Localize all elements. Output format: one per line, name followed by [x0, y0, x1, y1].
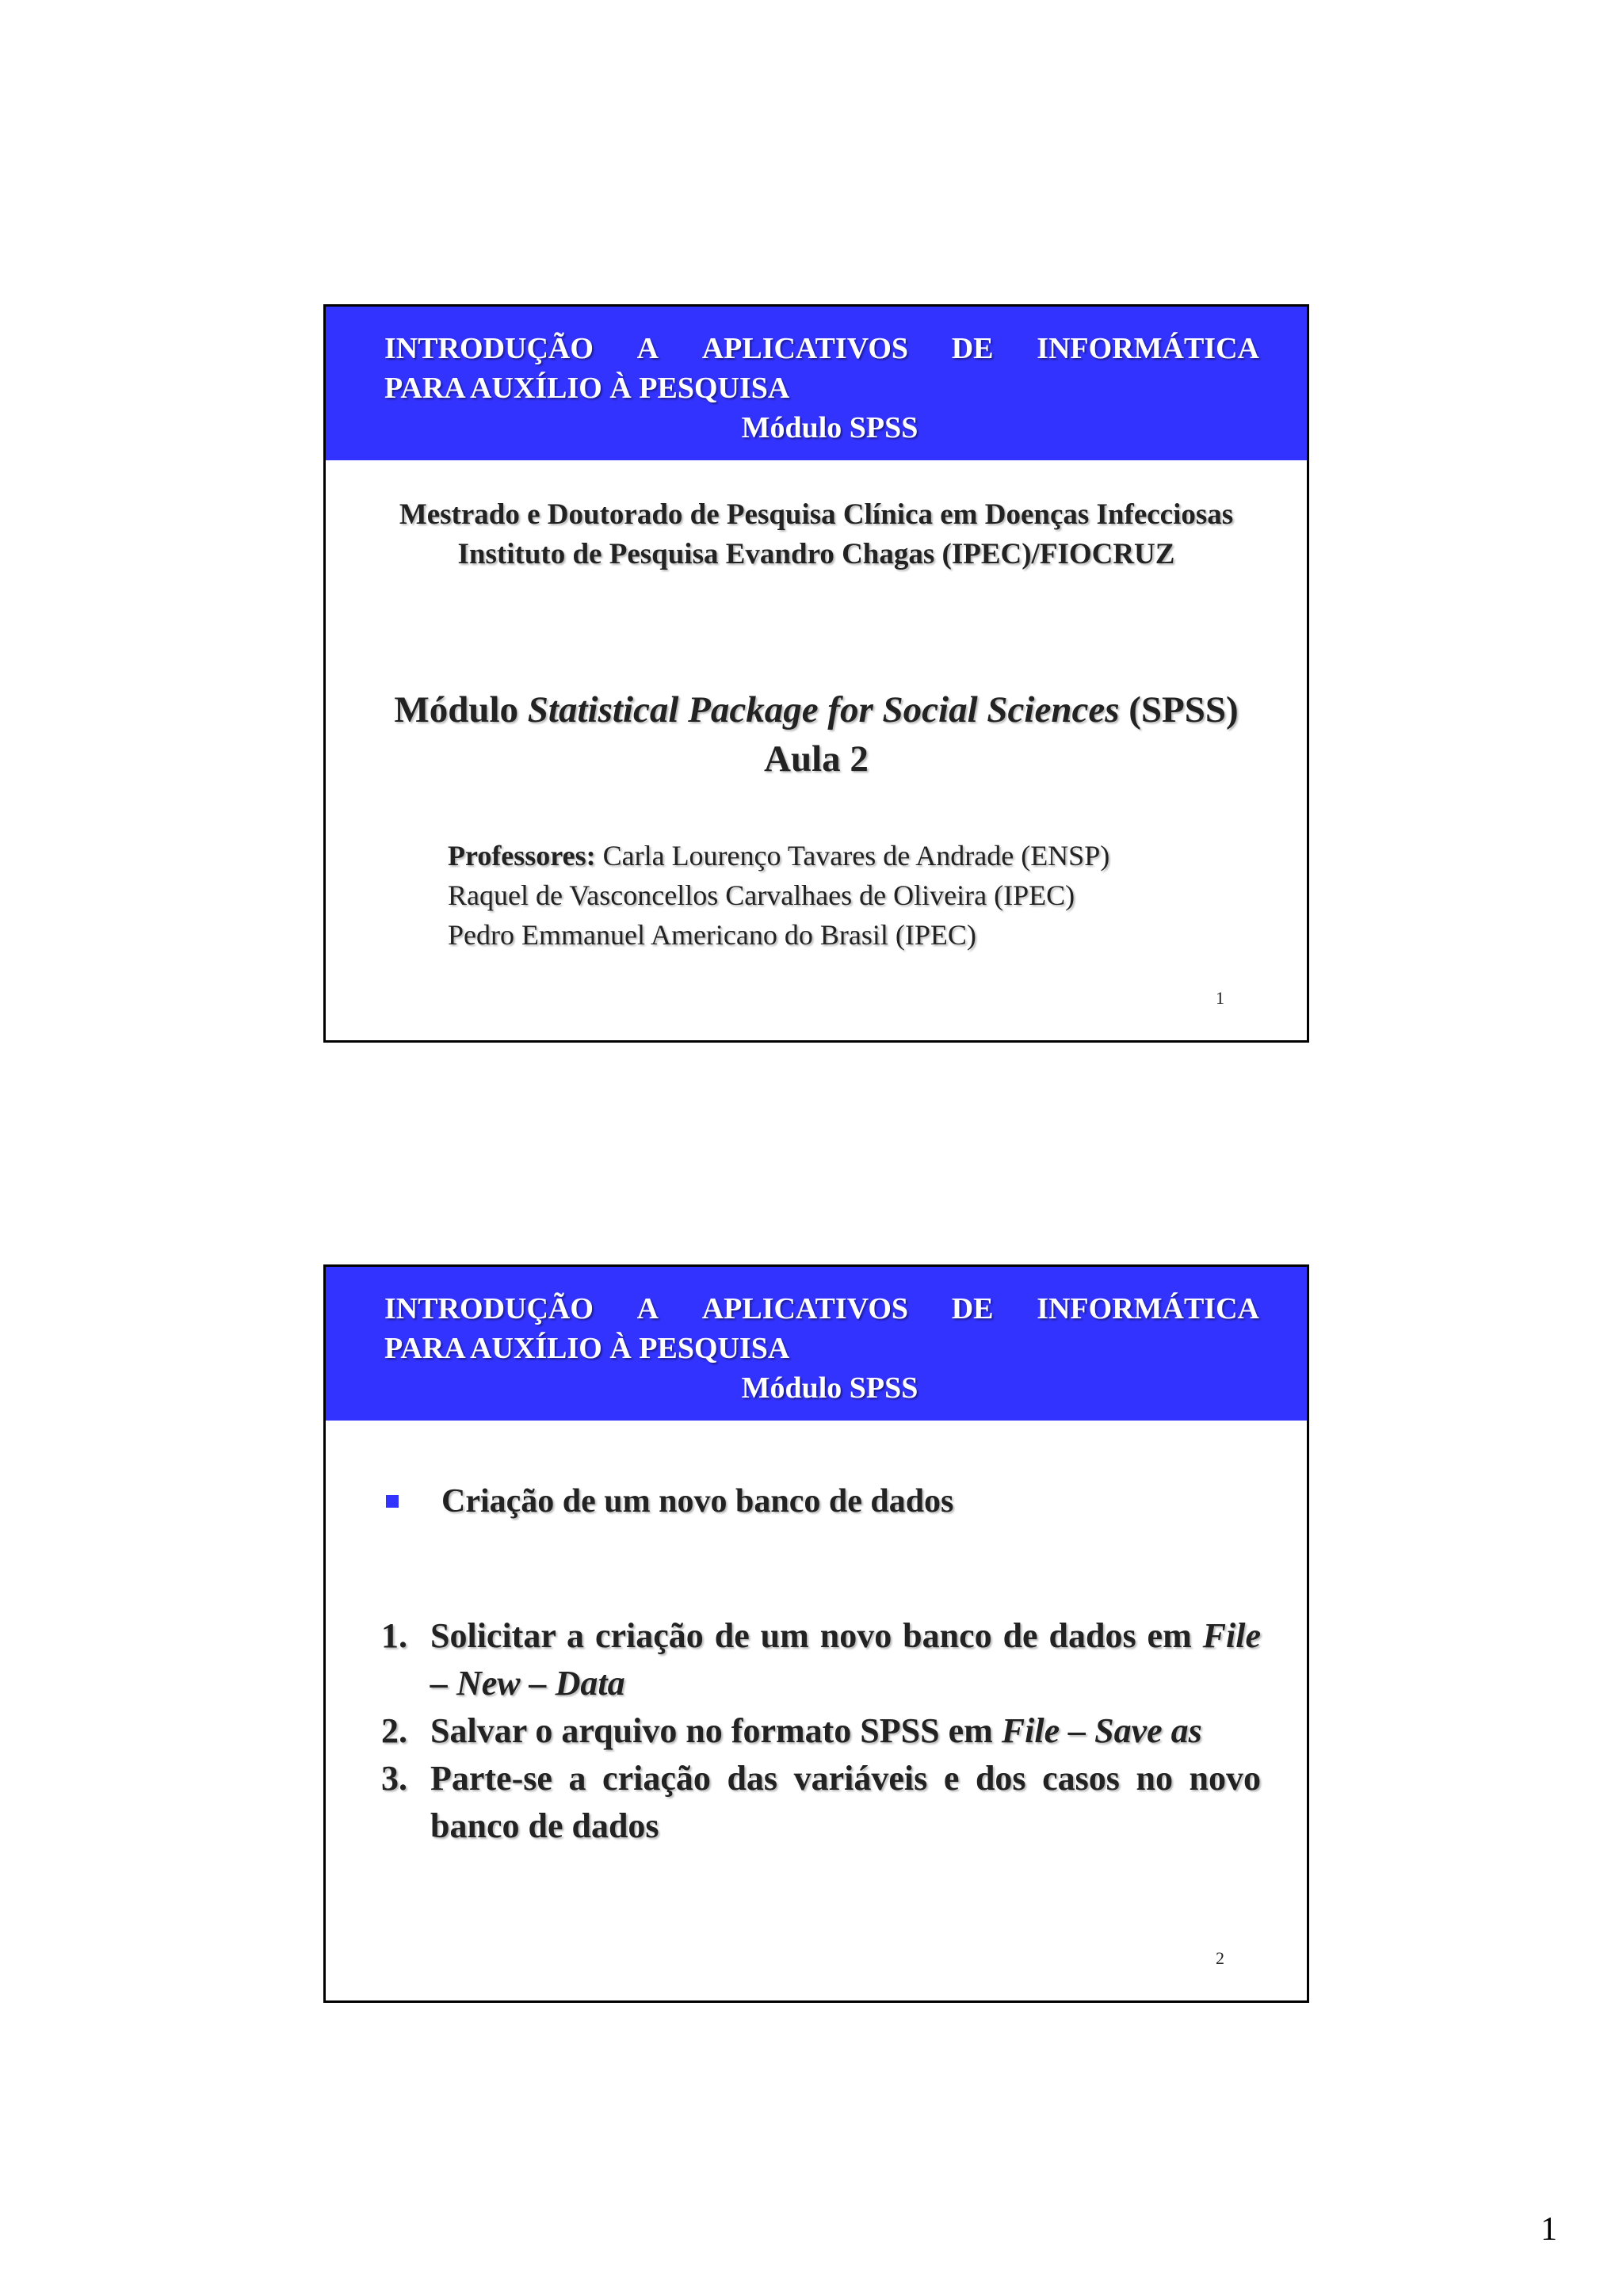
numbered-list: [381, 1612, 1261, 1850]
slide-header: [326, 307, 1307, 460]
course-title: Módulo Statistical Package for Social Sciences (SPSS) Aula 2: [326, 685, 1307, 784]
header-module: Módulo SPSS: [741, 411, 918, 444]
slide-1: [323, 304, 1309, 1043]
header-module: Módulo SPSS: [741, 1371, 918, 1405]
lesson-title: Aula 2: [764, 738, 869, 780]
list-item: 3. Parte-se a criação das variáveis e dos casos no novo banco de dados: [381, 1759, 1261, 1845]
slide-header: [326, 1267, 1307, 1421]
bullet-item: Criação de um novo banco de dados: [386, 1482, 953, 1520]
header-line-2: PARA AUXÍLIO À PESQUISA: [384, 372, 790, 405]
professors: Professores: Carla Lourenço Tavares de Andrade (ENSP) Raquel de Vasconcellos Carvalhaes de Oliveira (IPEC) Pedro Emmanuel Americano do Brasil (IPEC): [448, 840, 1110, 951]
institution: Mestrado e Doutorado de Pesquisa Clínica em Doenças Infecciosas Instituto de Pesquisa Evandro Chagas (IPEC)/FIOCRUZ: [399, 498, 1234, 570]
header-line-2: PARA AUXÍLIO À PESQUISA: [384, 1332, 790, 1365]
slide-2: [323, 1264, 1309, 2003]
list-item: 1. Solicitar a criação de um novo banco de dados em File – New – Data: [381, 1616, 1261, 1703]
header-line-1: INTRODUÇÃO A APLICATIVOS DE INFORMÁTICA: [384, 1292, 1259, 1325]
page-number: 1: [1541, 2211, 1557, 2248]
header-line-1: INTRODUÇÃO A APLICATIVOS DE INFORMÁTICA: [384, 332, 1259, 365]
slide-number: 2: [1216, 1948, 1224, 1968]
square-bullet-icon: [386, 1495, 399, 1508]
list-item: 2. Salvar o arquivo no formato SPSS em File – Save as: [381, 1711, 1202, 1750]
slide-number: 1: [1216, 988, 1224, 1008]
